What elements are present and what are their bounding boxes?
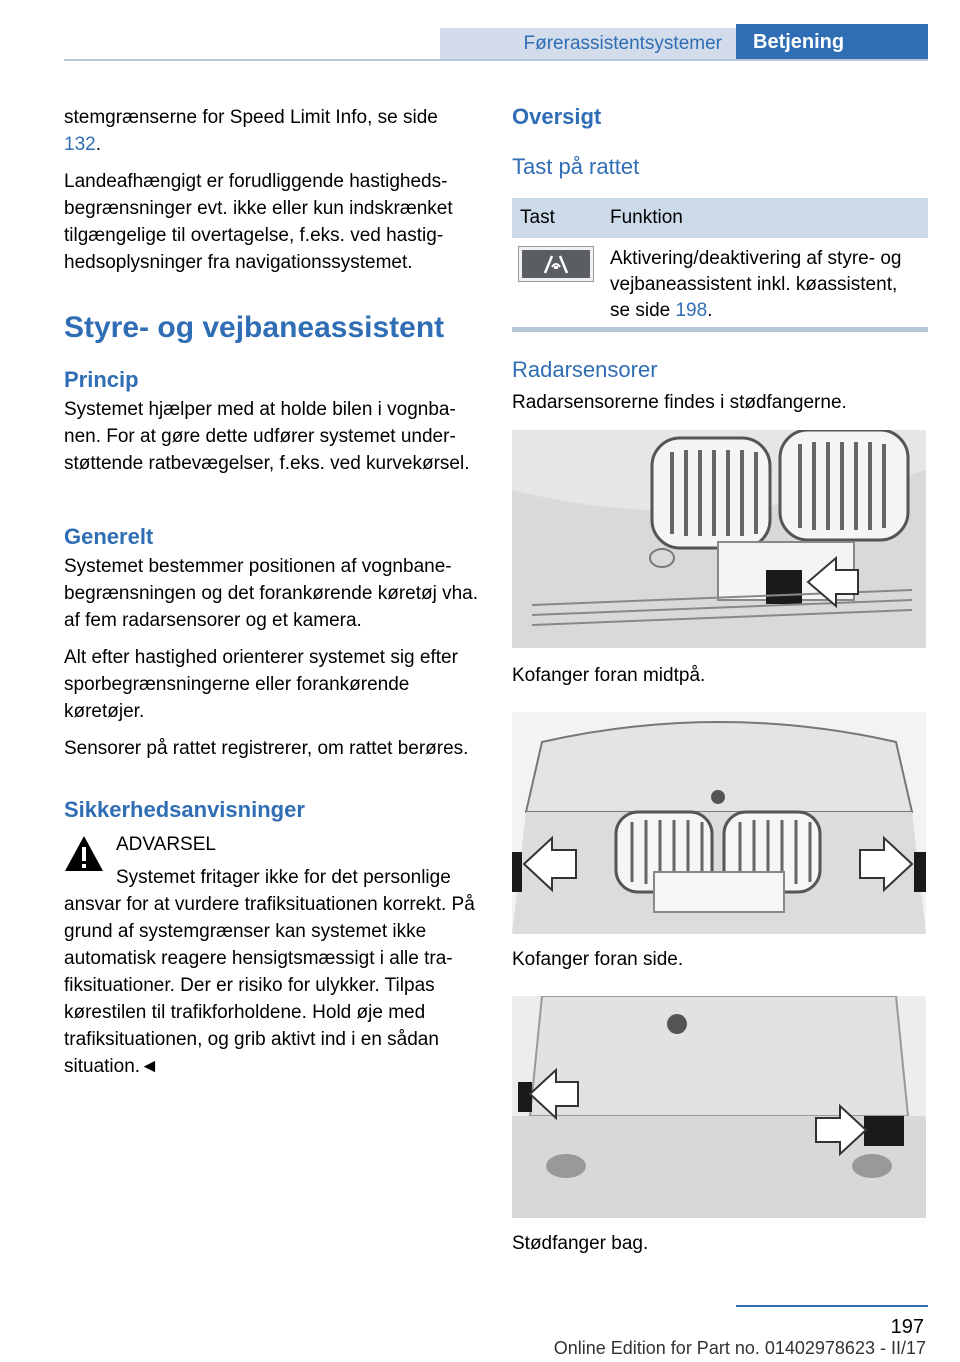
generelt-text-1: Systemet bestemmer positionen af vognbanebegrænsningen og det forankørende køretøj vha. af fem radarsensorer og et kamera. — [64, 556, 479, 631]
paragraph-country: Landeafhængigt er forudliggende hastighedsbegrænsninger evt. ikke eller kun indskrænket tilgængelige til overtagelse, f.eks. ved hastighedsoplysninger fra navigationssystemet. — [64, 171, 453, 273]
edition-note: Online Edition for Part no. 01402978623 - II/17 — [553, 1338, 926, 1358]
generelt-text-2: Alt efter hastighed orienterer systemet sig efter sporbegrænsningerne eller forankørende køretøjer. — [64, 647, 458, 722]
heading-oversigt: Oversigt — [512, 104, 602, 129]
key-table — [512, 198, 928, 334]
left-column — [64, 104, 478, 286]
page-link-132[interactable]: 132 — [64, 134, 96, 155]
heading-sikkerhed: Sikkerhedsanvisninger — [64, 797, 305, 822]
header-rule — [64, 59, 928, 61]
key-table-header — [512, 198, 928, 238]
paragraph-speed-limit: stemgrænserne for Speed Limit Info, se side 132. — [64, 107, 438, 155]
key-table-col-funktion: Funktion — [602, 198, 928, 238]
caption-front-side: Kofanger foran side. — [512, 949, 684, 970]
heading-radarsensorer: Radarsensorer — [512, 357, 658, 382]
header-tab: Betjening — [736, 24, 928, 61]
section-heading-lane-assistant: Styre- og vejbaneassistent — [64, 311, 445, 344]
table-row — [512, 238, 928, 334]
radar-text: Radarsensorerne findes i stødfangerne. — [512, 392, 847, 413]
table-bottom-rule — [512, 327, 928, 332]
heading-tast-paa-rattet: Tast på rattet — [512, 154, 640, 179]
princip-text: Systemet hjælper med at holde bilen i vognbanen. For at gøre dette udfører systemet understøttende ratbevægelser, f.eks. ved kurvekørsel. — [64, 399, 470, 474]
warning-text: Systemet fritager ikke for det personlige ansvar for at vurdere trafiksituationen korrekt. På grund af systemgrænser kan systemet ikke automatisk reagere hensigtsmæssigt i alle trafiksituationer. Der er risiko for ulykker. Tilpas kørestilen til trafikforholdene. Hold øje med trafiksituationen, og grib aktivt ind i en sådan situation.◄ — [64, 867, 475, 1077]
key-table-col-tast: Tast — [512, 198, 602, 238]
key-table-function: Aktivering/deaktivering af styre- og vejbaneassistent inkl. køassistent, se side 198. — [610, 248, 902, 321]
footer-rule — [736, 1305, 928, 1307]
heading-princip: Princip — [64, 367, 139, 392]
generelt-text-3: Sensorer på rattet registrerer, om rattet berøres. — [64, 738, 469, 759]
caption-front-middle: Kofanger foran midtpå. — [512, 665, 706, 686]
front-bumper-middle-image — [512, 430, 926, 648]
page-number: 197 — [890, 1316, 924, 1338]
header-section-title: Førerassistentsystemer — [440, 28, 736, 59]
page-link-198[interactable]: 198 — [675, 300, 708, 321]
rear-bumper-image — [512, 996, 926, 1218]
heading-generelt: Generelt — [64, 524, 154, 549]
front-bumper-side-image — [512, 712, 926, 934]
warning-label: ADVARSEL — [116, 834, 216, 855]
caption-rear: Stødfanger bag. — [512, 1233, 649, 1254]
princip-body — [64, 396, 478, 487]
lane-assist-button-icon — [518, 246, 594, 282]
generelt-body — [64, 553, 478, 772]
